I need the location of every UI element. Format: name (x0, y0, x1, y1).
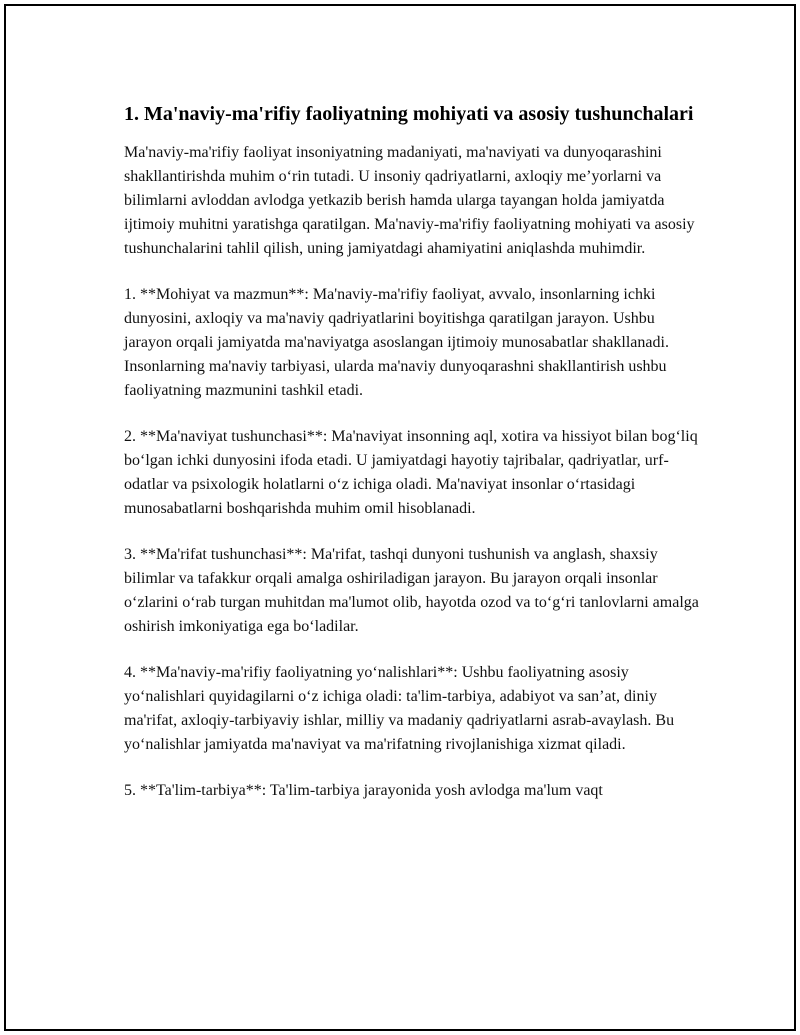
page-frame (4, 4, 796, 1031)
paragraph-talim-tarbiya: 5. **Ta'lim-tarbiya**: Ta'lim-tarbiya jarayonida yosh avlodga ma'lum vaqt (124, 782, 603, 799)
document-title: 1. Ma'naviy-ma'rifiy faoliyatning mohiyati va asosiy tushunchalari (124, 103, 694, 125)
paragraph-manaviyat: 2. **Ma'naviyat tushunchasi**: Ma'naviyat insonning aql, xotira va hissiyot bilan bog‘liq bo‘lgan ichki dunyosini ifoda etadi. U jamiyatdagi hayotiy tajribalar, qadriyatlar, urf-odatlar va psixologik holatlarni o‘z ichiga oladi. Ma'naviyat insonlar o‘rtasidagi munosabatlarni boshqarishda muhim omil hisoblanadi. (124, 428, 698, 517)
paragraph-yonalishlari: 4. **Ma'naviy-ma'rifiy faoliyatning yo‘nalishlari**: Ushbu faoliyatning asosiy yo‘nalishlari quyidagilarni o‘z ichiga oladi: ta'lim-tarbiya, adabiyot va san’at, diniy ma'rifat, axloqiy-tarbiyaviy ishlar, milliy va madaniy qadriyatlarni asrab-avaylash. Bu yo‘nalishlar jamiyatda ma'naviyat va ma'rifatning rivojlanishiga xizmat qiladi. (124, 664, 675, 753)
paragraph-mohiyat: 1. **Mohiyat va mazmun**: Ma'naviy-ma'rifiy faoliyat, avvalo, insonlarning ichki dunyosini, axloqiy va ma'naviy qadriyatlarini boyitishga qaratilgan jarayon. Ushbu jarayon orqali jamiyatda ma'naviyatga asoslangan ijtimoiy munosabatlar shakllanadi. Insonlarning ma'naviy tarbiyasi, ularda ma'naviy dunyoqarashni shakllantirish ushbu faoliyatning mazmunini tashkil etadi. (124, 286, 669, 399)
intro-paragraph: Ma'naviy-ma'rifiy faoliyat insoniyatning madaniyati, ma'naviyati va dunyoqarashini shakllantirishda muhim o‘rin tutadi. U insoniy qadriyatlarni, axloqiy me’yorlarni va bilimlarni avloddan avlodga yetkazib berish hamda ularga tayangan holda jamiyatda ijtimoiy muhitni yaratishga qaratilgan. Ma'naviy-ma'rifiy faoliyatning mohiyati va asosiy tushunchalarini tahlil qilish, uning jamiyatdagi ahamiyatini aniqlashda muhimdir. (124, 144, 695, 257)
paragraph-marifat: 3. **Ma'rifat tushunchasi**: Ma'rifat, tashqi dunyoni tushunish va anglash, shaxsiy bilimlar va tafakkur orqali amalga oshiriladigan jarayon. Bu jarayon orqali insonlar o‘zlarini o‘rab turgan muhitdan ma'lumot olib, hayotda ozod va to‘g‘ri tanlovlarni amalga oshirish imkoniyatiga ega bo‘ladilar. (124, 546, 699, 635)
document-body (124, 101, 704, 825)
